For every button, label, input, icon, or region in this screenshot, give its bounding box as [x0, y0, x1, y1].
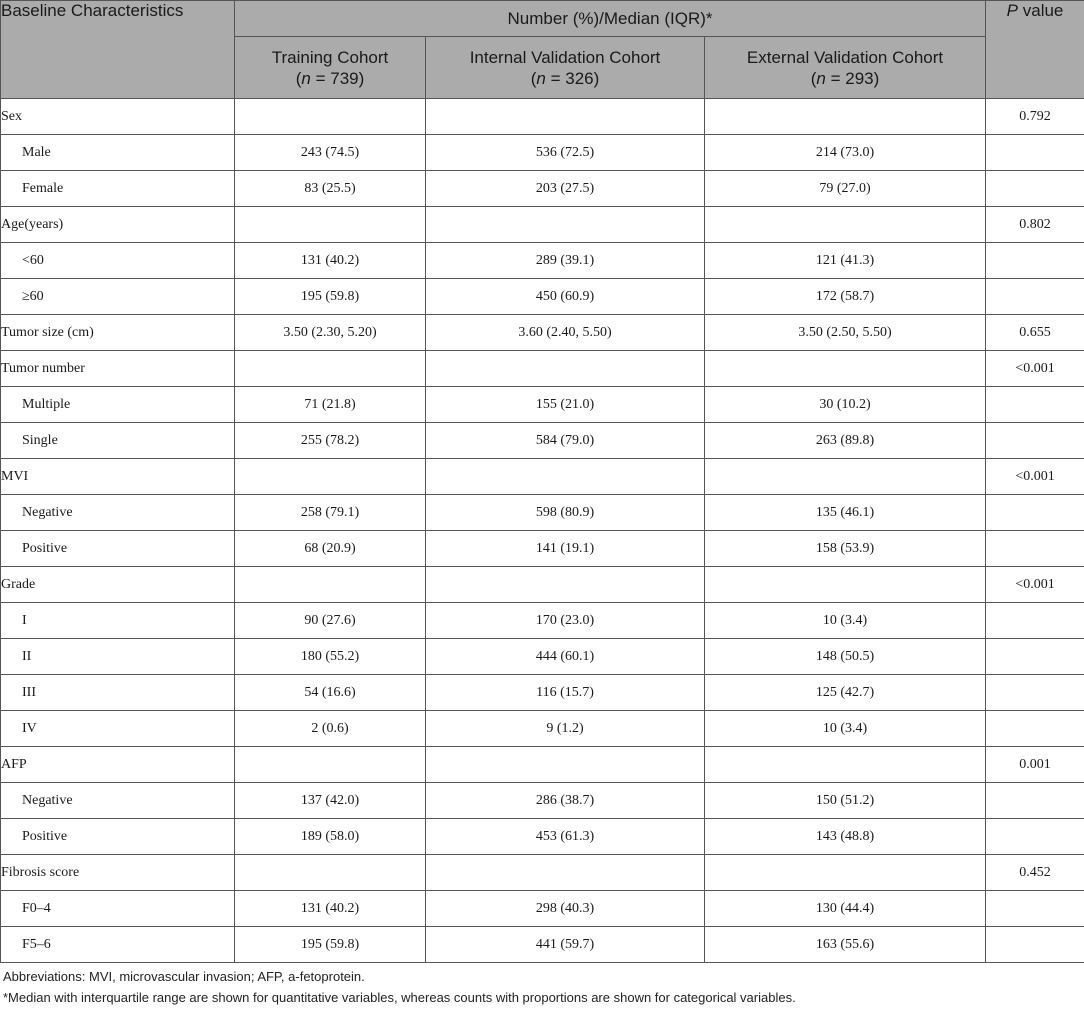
header-number-median: Number (%)/Median (IQR)*	[235, 1, 986, 37]
p-value-cell: 0.452	[986, 855, 1084, 891]
external-validation-value	[705, 99, 986, 135]
training-cohort-value: 3.50 (2.30, 5.20)	[235, 315, 426, 351]
table-row	[1, 891, 1084, 927]
asterisk-note: *Median with interquartile range are shown for quantitative variables, whereas counts with proportions are shown for categorical variables.	[3, 990, 796, 1005]
external-validation-value: 79 (27.0)	[705, 171, 986, 207]
training-cohort-value	[235, 747, 426, 783]
p-value-cell	[986, 135, 1084, 171]
header-p-value	[986, 1, 1084, 99]
table-row	[1, 819, 1084, 855]
external-validation-value: 125 (42.7)	[705, 675, 986, 711]
internal-validation-value	[426, 459, 705, 495]
table-row	[1, 711, 1084, 747]
training-cohort-value	[235, 351, 426, 387]
internal-validation-value: 450 (60.9)	[426, 279, 705, 315]
training-cohort-value: 54 (16.6)	[235, 675, 426, 711]
internal-validation-value: 286 (38.7)	[426, 783, 705, 819]
row-sublabel: Single	[1, 423, 235, 459]
external-validation-value	[705, 855, 986, 891]
p-value-cell	[986, 243, 1084, 279]
training-cohort-value	[235, 567, 426, 603]
table-row	[1, 171, 1084, 207]
p-value-cell	[986, 531, 1084, 567]
p-value-cell	[986, 891, 1084, 927]
row-label: AFP	[1, 747, 235, 783]
table-row	[1, 567, 1084, 603]
row-sublabel: Male	[1, 135, 235, 171]
p-value-cell: <0.001	[986, 567, 1084, 603]
row-sublabel: Female	[1, 171, 235, 207]
external-validation-value: 148 (50.5)	[705, 639, 986, 675]
p-value-cell	[986, 423, 1084, 459]
table-footnotes	[3, 966, 796, 1008]
training-cohort-value: 83 (25.5)	[235, 171, 426, 207]
training-cohort-value: 2 (0.6)	[235, 711, 426, 747]
internal-validation-value: 155 (21.0)	[426, 387, 705, 423]
table-header	[1, 1, 1084, 99]
internal-validation-value: 298 (40.3)	[426, 891, 705, 927]
external-validation-value: 214 (73.0)	[705, 135, 986, 171]
row-sublabel: <60	[1, 243, 235, 279]
p-value-cell: <0.001	[986, 351, 1084, 387]
table-row	[1, 243, 1084, 279]
internal-validation-value: 289 (39.1)	[426, 243, 705, 279]
p-value-cell	[986, 783, 1084, 819]
internal-validation-value: 203 (27.5)	[426, 171, 705, 207]
cohort-n: 293	[845, 68, 874, 88]
training-cohort-value: 189 (58.0)	[235, 819, 426, 855]
external-validation-value: 121 (41.3)	[705, 243, 986, 279]
internal-validation-value: 598 (80.9)	[426, 495, 705, 531]
internal-validation-value: 170 (23.0)	[426, 603, 705, 639]
row-label: MVI	[1, 459, 235, 495]
cohort-name: External Validation Cohort	[746, 47, 944, 67]
external-validation-value: 30 (10.2)	[705, 387, 986, 423]
row-label: Tumor number	[1, 351, 235, 387]
external-validation-value	[705, 351, 986, 387]
table-row	[1, 495, 1084, 531]
external-validation-value	[705, 747, 986, 783]
row-sublabel: III	[1, 675, 235, 711]
table-row	[1, 459, 1084, 495]
row-sublabel: Positive	[1, 531, 235, 567]
table-row	[1, 207, 1084, 243]
header-training-cohort: Training Cohort (n = 739)	[235, 37, 426, 99]
row-sublabel: II	[1, 639, 235, 675]
training-cohort-value	[235, 855, 426, 891]
cohort-name: Internal Validation Cohort	[469, 47, 661, 67]
external-validation-value: 10 (3.4)	[705, 603, 986, 639]
table-row	[1, 279, 1084, 315]
row-label: Tumor size (cm)	[1, 315, 235, 351]
internal-validation-value: 116 (15.7)	[426, 675, 705, 711]
training-cohort-value: 180 (55.2)	[235, 639, 426, 675]
training-cohort-value: 71 (21.8)	[235, 387, 426, 423]
training-cohort-value	[235, 207, 426, 243]
training-cohort-value	[235, 99, 426, 135]
internal-validation-value: 444 (60.1)	[426, 639, 705, 675]
external-validation-value: 130 (44.4)	[705, 891, 986, 927]
cohort-n: 326	[565, 68, 594, 88]
external-validation-value: 135 (46.1)	[705, 495, 986, 531]
external-validation-value: 10 (3.4)	[705, 711, 986, 747]
row-sublabel: Multiple	[1, 387, 235, 423]
table-row	[1, 927, 1084, 963]
table-row	[1, 423, 1084, 459]
row-sublabel: F5–6	[1, 927, 235, 963]
internal-validation-value	[426, 747, 705, 783]
p-value-cell: <0.001	[986, 459, 1084, 495]
abbreviations-note: Abbreviations: MVI, microvascular invasion; AFP, a-fetoprotein.	[3, 969, 365, 984]
row-label: Fibrosis score	[1, 855, 235, 891]
table-row	[1, 531, 1084, 567]
p-value-cell	[986, 711, 1084, 747]
table-body	[1, 99, 1084, 963]
training-cohort-value: 258 (79.1)	[235, 495, 426, 531]
p-value-cell	[986, 927, 1084, 963]
p-value-cell: 0.001	[986, 747, 1084, 783]
training-cohort-value: 131 (40.2)	[235, 243, 426, 279]
cohort-n: 739	[330, 68, 359, 88]
training-cohort-value: 195 (59.8)	[235, 279, 426, 315]
table-row	[1, 315, 1084, 351]
internal-validation-value	[426, 855, 705, 891]
p-value-cell: 0.655	[986, 315, 1084, 351]
internal-validation-value	[426, 207, 705, 243]
table-row	[1, 675, 1084, 711]
p-value-cell	[986, 495, 1084, 531]
row-label: Grade	[1, 567, 235, 603]
training-cohort-value: 68 (20.9)	[235, 531, 426, 567]
internal-validation-value: 584 (79.0)	[426, 423, 705, 459]
table-row	[1, 387, 1084, 423]
row-sublabel: ≥60	[1, 279, 235, 315]
p-value-italic-p: P	[1006, 1, 1019, 20]
row-sublabel: Negative	[1, 783, 235, 819]
p-value-cell: 0.802	[986, 207, 1084, 243]
row-sublabel: Negative	[1, 495, 235, 531]
training-cohort-value: 90 (27.6)	[235, 603, 426, 639]
internal-validation-value	[426, 567, 705, 603]
training-cohort-value: 137 (42.0)	[235, 783, 426, 819]
training-cohort-value: 243 (74.5)	[235, 135, 426, 171]
internal-validation-value: 141 (19.1)	[426, 531, 705, 567]
p-value-rest: value	[1018, 1, 1064, 20]
internal-validation-value: 3.60 (2.40, 5.50)	[426, 315, 705, 351]
training-cohort-value: 195 (59.8)	[235, 927, 426, 963]
internal-validation-value: 536 (72.5)	[426, 135, 705, 171]
table-row	[1, 747, 1084, 783]
p-value-cell	[986, 819, 1084, 855]
header-internal-validation-cohort: Internal Validation Cohort (n = 326)	[426, 37, 705, 99]
p-value-cell	[986, 387, 1084, 423]
p-value-cell	[986, 171, 1084, 207]
external-validation-value	[705, 567, 986, 603]
training-cohort-value: 255 (78.2)	[235, 423, 426, 459]
table-row	[1, 639, 1084, 675]
internal-validation-value	[426, 99, 705, 135]
table-row	[1, 603, 1084, 639]
external-validation-value: 158 (53.9)	[705, 531, 986, 567]
header-row-1	[1, 1, 1084, 37]
table-row	[1, 783, 1084, 819]
row-sublabel: Positive	[1, 819, 235, 855]
row-sublabel: I	[1, 603, 235, 639]
external-validation-value: 150 (51.2)	[705, 783, 986, 819]
training-cohort-value	[235, 459, 426, 495]
p-value-cell	[986, 279, 1084, 315]
external-validation-value: 263 (89.8)	[705, 423, 986, 459]
internal-validation-value: 9 (1.2)	[426, 711, 705, 747]
external-validation-value	[705, 459, 986, 495]
row-label: Sex	[1, 99, 235, 135]
row-sublabel: F0–4	[1, 891, 235, 927]
cohort-name: Training Cohort	[271, 47, 389, 67]
internal-validation-value: 441 (59.7)	[426, 927, 705, 963]
training-cohort-value: 131 (40.2)	[235, 891, 426, 927]
internal-validation-value	[426, 351, 705, 387]
external-validation-value: 172 (58.7)	[705, 279, 986, 315]
table-row	[1, 99, 1084, 135]
table-row	[1, 351, 1084, 387]
header-baseline-characteristics: Baseline Characteristics	[1, 1, 235, 99]
external-validation-value: 3.50 (2.50, 5.50)	[705, 315, 986, 351]
external-validation-value: 163 (55.6)	[705, 927, 986, 963]
row-sublabel: IV	[1, 711, 235, 747]
table-row	[1, 135, 1084, 171]
row-label: Age(years)	[1, 207, 235, 243]
p-value-cell	[986, 603, 1084, 639]
header-external-validation-cohort: External Validation Cohort (n = 293)	[705, 37, 986, 99]
p-value-cell	[986, 639, 1084, 675]
table-row	[1, 855, 1084, 891]
external-validation-value	[705, 207, 986, 243]
p-value-cell: 0.792	[986, 99, 1084, 135]
p-value-cell	[986, 675, 1084, 711]
external-validation-value: 143 (48.8)	[705, 819, 986, 855]
internal-validation-value: 453 (61.3)	[426, 819, 705, 855]
